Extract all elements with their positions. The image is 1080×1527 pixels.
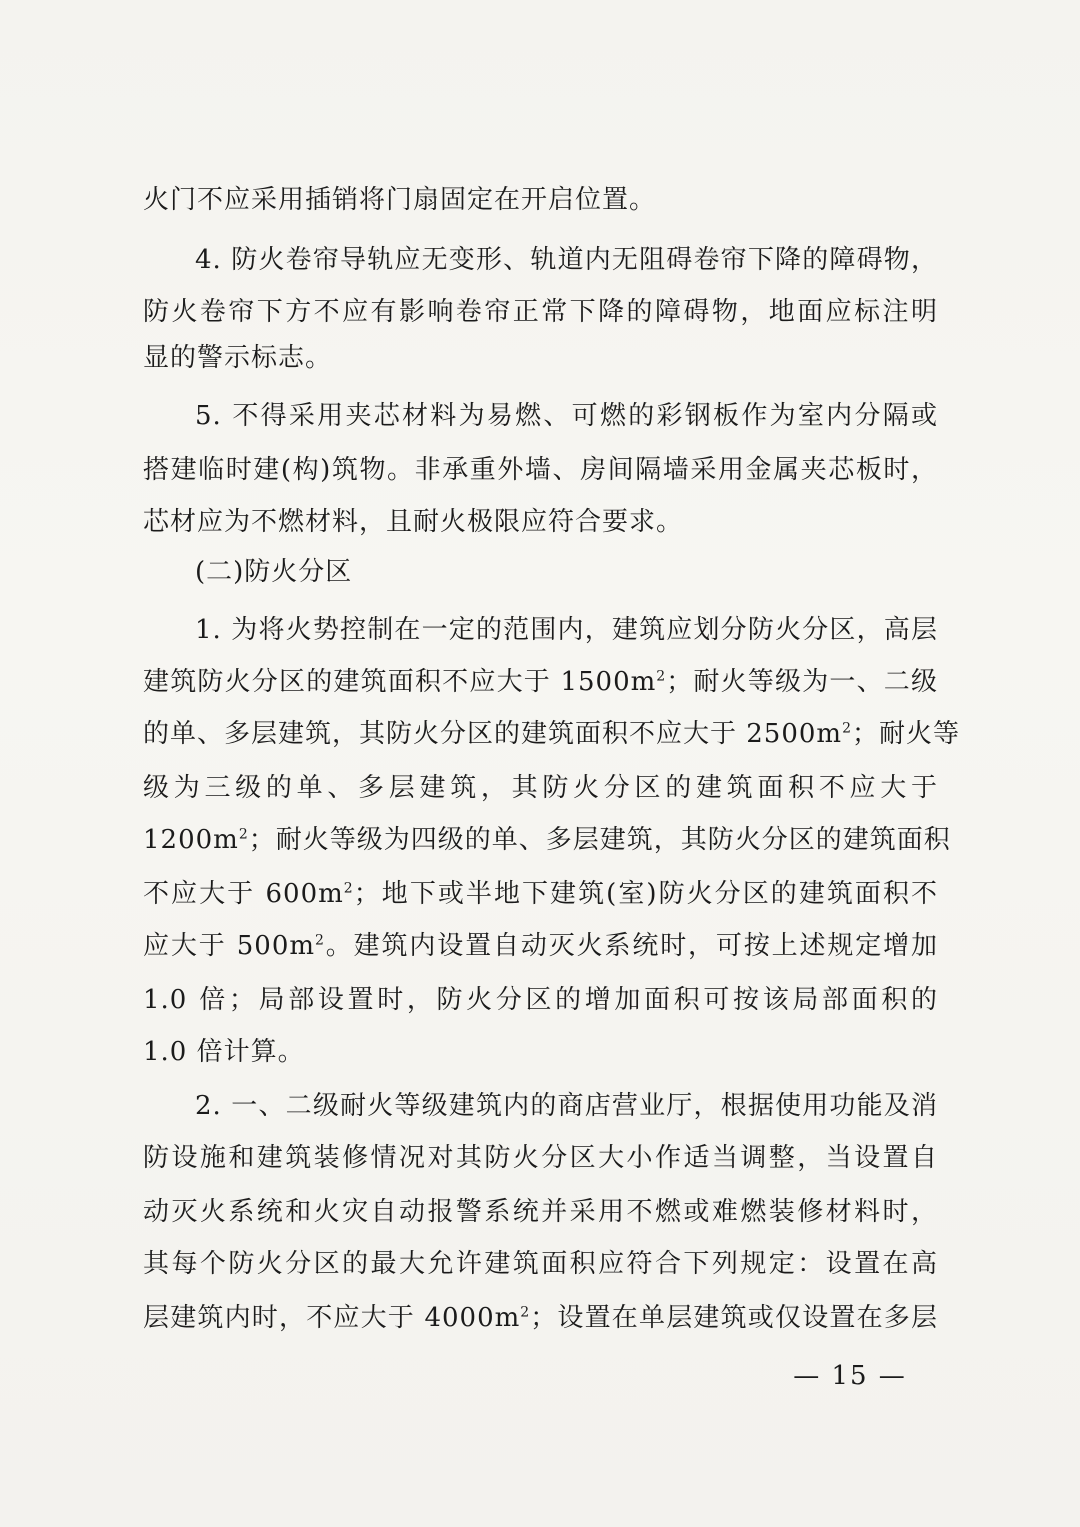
text-line	[143, 874, 938, 914]
superscript: 2	[520, 1304, 531, 1321]
text-line: 1.0 倍计算。	[143, 1037, 305, 1067]
text-line: 1.0 倍；局部设置时，防火分区的增加面积可按该局部面积的	[143, 985, 938, 1015]
text-line: 5. 不得采用夹芯材料为易燃、可燃的彩钢板作为室内分隔或	[195, 401, 938, 431]
text-segment: 1200m	[143, 825, 239, 855]
text-line: 动灭火系统和火灾自动报警系统并采用不燃或难燃装修材料时，	[143, 1197, 938, 1227]
text-line: 级为三级的单、多层建筑，其防火分区的建筑面积不应大于	[143, 773, 938, 803]
text-line	[143, 662, 938, 702]
text-line	[143, 820, 951, 860]
superscript: 2	[842, 720, 853, 737]
superscript: 2	[343, 880, 354, 897]
text-segment: 应大于 500m	[143, 931, 316, 961]
text-segment: 层建筑内时，不应大于 4000m	[143, 1303, 521, 1333]
text-line: 芯材应为不燃材料，且耐火极限应符合要求。	[143, 507, 684, 537]
text-segment: ；耐火等级为一、二级	[666, 667, 938, 697]
text-line: 其每个防火分区的最大允许建筑面积应符合下列规定：设置在高	[143, 1249, 938, 1279]
text-line: 2. 一、二级耐火等级建筑内的商店营业厅，根据使用功能及消	[195, 1091, 938, 1121]
text-line: 防火卷帘下方不应有影响卷帘正常下降的障碍物，地面应标注明	[143, 297, 938, 327]
text-line: 防设施和建筑装修情况对其防火分区大小作适当调整，当设置自	[143, 1143, 938, 1173]
text-segment: 。建筑内设置自动灭火系统时，可按上述规定增加	[324, 931, 938, 961]
text-segment: 不应大于 600m	[143, 879, 344, 909]
text-line: 火门不应采用插销将门扇固定在开启位置。	[143, 185, 657, 215]
text-line	[143, 1298, 938, 1338]
text-segment: ；地下或半地下建筑(室)防火分区的建筑面积不	[353, 879, 939, 909]
page-number: — 15 —	[793, 1361, 907, 1391]
text-line: 4. 防火卷帘导轨应无变形、轨道内无阻碍卷帘下降的障碍物，	[195, 245, 938, 275]
text-line: 1. 为将火势控制在一定的范围内，建筑应划分防火分区，高层	[195, 615, 938, 645]
text-line	[143, 926, 938, 966]
text-segment: ；耐火等级为四级的单、多层建筑，其防火分区的建筑面积	[248, 825, 951, 855]
text-line	[143, 714, 961, 754]
section-heading: (二)防火分区	[195, 557, 353, 587]
superscript: 2	[315, 932, 325, 949]
text-segment: ；耐火等	[852, 719, 961, 749]
text-line: 显的警示标志。	[143, 343, 333, 373]
text-segment: 的单、多层建筑，其防火分区的建筑面积不应大于 2500m	[143, 719, 843, 749]
text-line: 搭建临时建(构)筑物。非承重外墙、房间隔墙采用金属夹芯板时，	[143, 455, 938, 485]
superscript: 2	[238, 826, 249, 843]
text-segment: 建筑防火分区的建筑面积不应大于 1500m	[143, 667, 657, 697]
superscript: 2	[656, 668, 667, 685]
text-segment: ；设置在单层建筑或仅设置在多层	[530, 1303, 938, 1333]
